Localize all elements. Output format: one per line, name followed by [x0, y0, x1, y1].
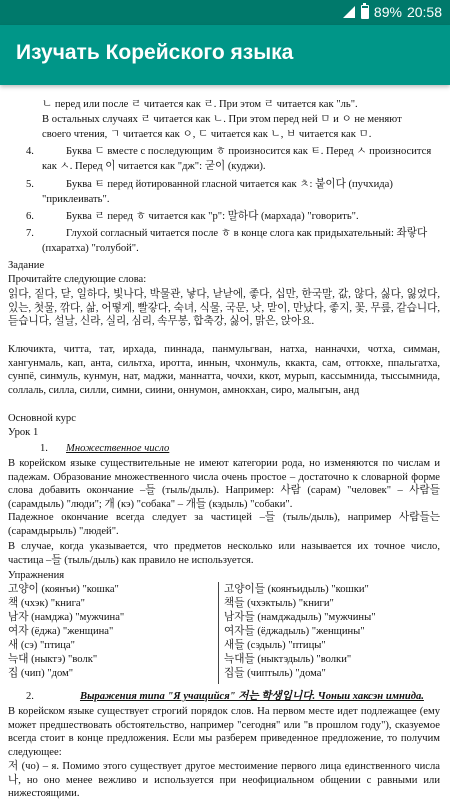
rule-line: своего чтения, ㄱ читается как ㅇ, ㄷ читается как ㄴ, ㅂ читается как ㅁ. [42, 129, 372, 140]
task-heading: Задание [8, 260, 45, 271]
transliteration: Ключикта, читта, тат, ирхада, пиннада, панмульгван, натха, нанначхи, чотха, симман, хангунмаль, кап, анта, сильтха, иротта, иннын, чхонмуль, ккакта, сам, оттокхе, ппальгатха, сунпё, синмуль, кунмун, нат, маджи, маннатта, чочхи, ккот, мурып, кассымнида, тыссымнида, соллаль, силла, силли, симни, сиини, оннумон, амнокхан, сиро, малыгын, анд [8, 344, 440, 396]
exercise-left-item: 늑대 (ныктэ) "волк" [8, 654, 98, 665]
rule-item: (пхаратха) "голубой". [42, 243, 139, 254]
exercise-left-item: 고양이 (коянъи) "кошка" [8, 584, 119, 595]
battery-percent: 89% [373, 4, 402, 20]
exercise-right-item: 고양이들 (коянъидыль) "кошки" [224, 584, 369, 595]
course-heading: Основной курс [8, 413, 76, 424]
app-bar [0, 25, 450, 85]
battery-icon [361, 5, 369, 19]
exercise-left-item: 새 (сэ) "птица" [8, 640, 75, 651]
item-number: 7. [26, 228, 34, 239]
exercise-right-item: 책들 (чхэктыль) "книги" [224, 598, 334, 609]
section-number: 1. [40, 443, 48, 454]
signal-icon [342, 5, 356, 19]
exercise-right-item: 새들 (сэдыль) "птицы" [224, 640, 326, 651]
lesson-heading: Урок 1 [8, 427, 39, 438]
rule-item: Буква ㄹ перед ㅎ читается как "р": 말하다 (мархада) "говорить". [66, 211, 359, 222]
exercise-heading: Упражнения [8, 570, 65, 581]
item-number: 4. [26, 146, 34, 157]
paragraph: 저 (чо) – я. Помимо этого существует другое местоимение первого лица единственного числа 나, но оно менее вежливо и используется при неофициальном общении с равными или нижестоящими. [8, 761, 440, 800]
exercise-left-item: 집 (чип) "дом" [8, 668, 74, 679]
item-number: 6. [26, 211, 34, 222]
exercise-left-item: 여자 (ёджа) "женщина" [8, 626, 114, 637]
section-title: Множественное число [66, 443, 170, 454]
exercise-right-item: 늑대들 (ныктэдыль) "волки" [224, 654, 352, 665]
task-text: Прочитайте следующие слова: [8, 274, 147, 285]
rule-line: ㄴ перед или после ㄹ читается как ㄹ. При этом ㄹ читается как "ль". [42, 99, 358, 110]
paragraph: В корейском языке существует строгий порядок слов. На первом месте идет подлежащее (ему может предшествовать обстоятельство, например "сегодня" или "в прошлом году"), сказуемое всегда стоит в конце предложения. Если мы разберем приведенное предложение, то получим следующее: [8, 706, 440, 758]
rule-item: Буква ㄷ вместе с последующим ㅎ произносится как ㅌ. Перед ㅅ произносится [66, 146, 432, 157]
status-bar [0, 0, 450, 25]
column-divider [218, 582, 219, 684]
rule-item: "приклеивать". [42, 194, 110, 205]
paragraph: Падежное окончание всегда следует за частицей –들 (тыль/дыль), например 사람들는 (сарамдырыль) "людей". [8, 512, 440, 537]
exercise-right-item: 여자들 (ёджадыль) "женщины" [224, 626, 365, 637]
rule-item: Буква ㅌ перед йотированной гласной читается как ㅊ: 붙이다 (пучхида) [66, 179, 393, 190]
rule-line: В остальных случаях ㄹ читается как ㄴ. При этом перед ней ㅁ и ㅇ не меняют [42, 114, 402, 125]
exercise-left-item: 남자 (намджа) "мужчина" [8, 612, 125, 623]
paragraph: В корейском языке существительные не имеют категории рода, но изменяются по числам и падежам. Образование множественного числа очень простое – достаточно к словарной форме слова добавить окончание –들 (тыль/дыль). Например: 사람 (сарам) "человек" – 사람들 (сарамдыль) "люди"; 개 (кэ) "собака" – 개들 (кэдыль) "собаки". [8, 458, 440, 510]
section-title: Выражения типа "Я учащийся" 저는 학생입니다. Чоныи хаксэн имнида. [80, 691, 424, 702]
exercise-right-item: 집들 (чиптыль) "дома" [224, 668, 326, 679]
exercise-left-item: 책 (чхэк) "книга" [8, 598, 85, 609]
section-number: 2. [26, 691, 34, 702]
paragraph: В случае, когда указывается, что предметов несколько или называется их точное число, частица –들 (тыль/дыль) как правило не используется. [8, 541, 440, 566]
item-number: 5. [26, 179, 34, 190]
rule-item: Глухой согласный читается после ㅎ в конце слога как придыхательный: 좌랗다 [66, 228, 428, 239]
exercise-right-item: 남자들 (намджадыль) "мужчины" [224, 612, 376, 623]
rule-item: как ㅅ. Перед 이 читается как "дж": 굳이 (куджи). [42, 161, 266, 172]
document-page[interactable] [0, 85, 450, 800]
app-title: Изучать Корейского языка [16, 41, 294, 64]
clock: 20:58 [406, 4, 442, 20]
korean-words: 읽다, 짙다, 닫, 일하다, 빛나다, 박물관, 낳다, 낟낟에, 좋다, 십만, 한국말, 값, 않다, 싫다, 잃었다, 있는, 첫물, 깎다, 삶, 어떻게, 빨갛다, 숙녀, 식물, 국문, 낫, 맏이, 만났다, 좋지, 꽃, 무릎, 같습니다, 듣습니다, 설날, 신라, 실리, 심리, 속무봉, 합축강, 싫어, 맑은, 앉아요. [8, 289, 440, 328]
